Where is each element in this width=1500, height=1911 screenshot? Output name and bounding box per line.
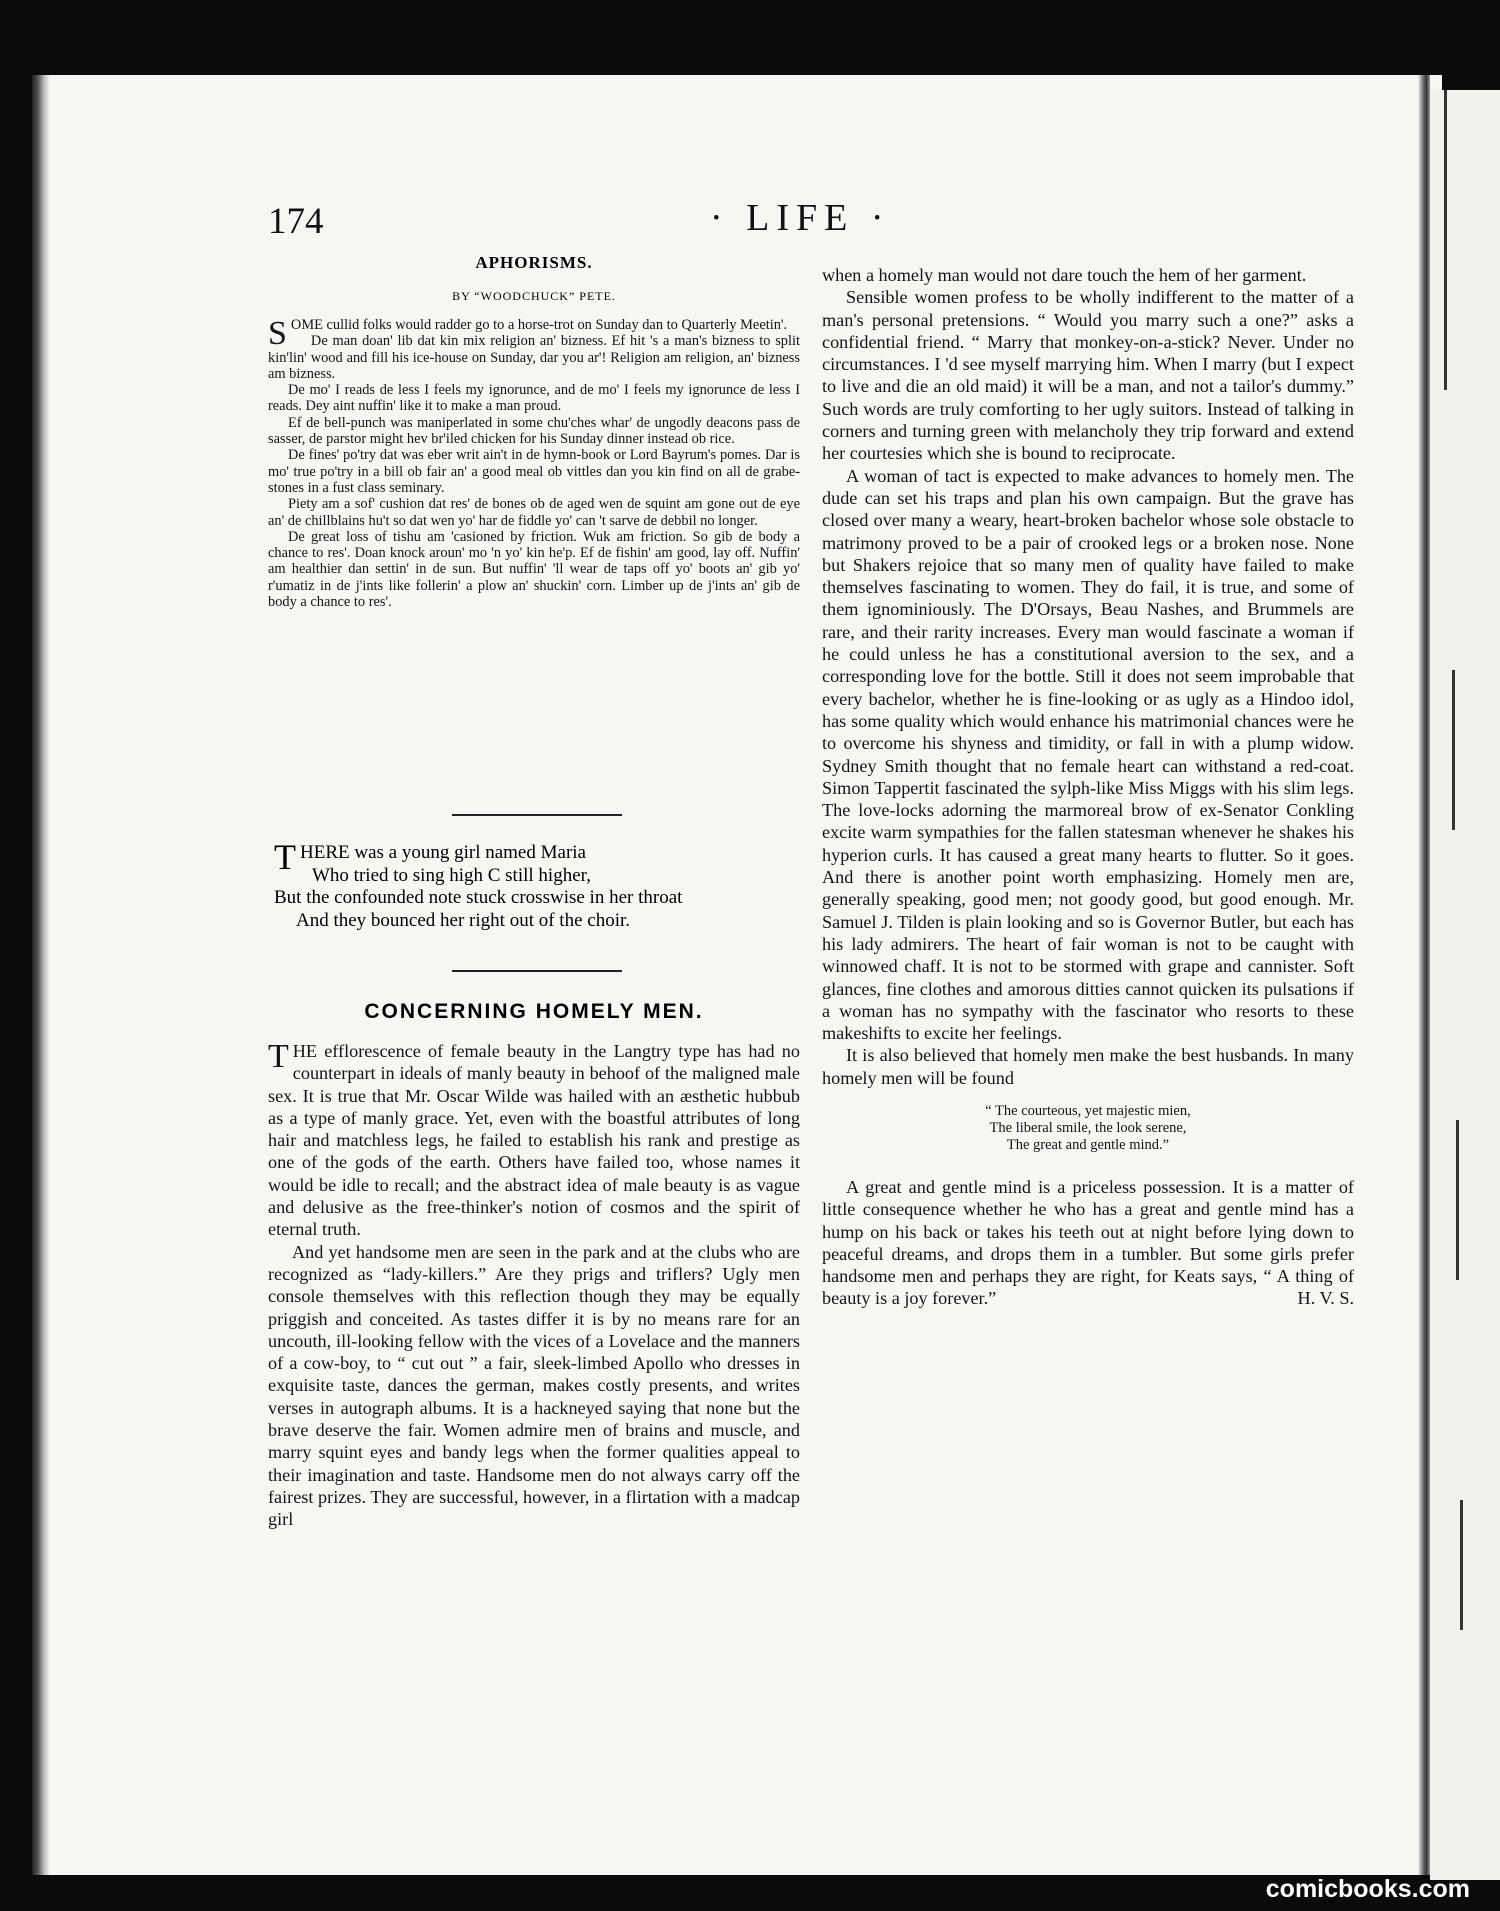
quote-line: The great and gentle mind.” (1006, 1136, 1170, 1153)
author-signature: H. V. S. (1297, 1288, 1354, 1309)
watermark: comicbooks.com (1265, 1875, 1470, 1903)
masthead-title: · LIFE · (710, 197, 891, 239)
aphorisms-title: APHORISMS. (475, 253, 593, 272)
aphorism-paragraph: De fines' po'try dat was eber writ ain't in de hymn-book or Lord Bayrum's pomes. Dar is mo' true po'try in a bill ob fair an' a good meal ob vittles dan you kin find on all de grabe-stones in a fust class seminary. (268, 447, 800, 496)
article-paragraph: Sensible women profess to be wholly indifferent to the matter of a man's personal pretensions. “ Would you marry such a one?” asks a confidential friend. “ Marry that monkey-on-a-stick? Never. Under no circumstances. I 'd see myself marrying him. When I marry (but I expect to live and die an old maid) it will be a man, and not a tailor's dummy.” Such words are truly comforting to her ugly suitors. Instead of talking in corners and turning green with melancholy they trip forward and extend her courtesies which she is bound to reciprocate. (822, 287, 1354, 464)
drop-capital: T (268, 1038, 289, 1075)
article-paragraph: A great and gentle mind is a priceless possession. It is a matter of little consequence whether he who has a great and gentle mind has a hump on his back or takes his teeth out at night before lying down to peaceful dreams, and drops them in a tumbler. But some girls prefer handsome men and perhaps they are right, for Keats says, “ A thing of beauty is a joy forever.” H. V. S. (822, 1176, 1354, 1309)
section-divider (452, 814, 622, 816)
drop-capital: T (274, 837, 296, 877)
article-left-column (268, 1040, 800, 1531)
page-number: 174 (268, 201, 324, 242)
article-paragraph: A woman of tact is expected to make advances to homely men. The dude can set his traps and plan his own campaign. But the grave has closed over many a weary, heart-broken bachelor whose sole obstacle to matrimony proved to be a pair of crooked legs or a broken nose. None but Shakers rejoice that so many men of quality have failed to make themselves fascinating to women. They do fail, it is true, and some of them ignominiously. The D'Orsays, Beau Nashes, and Brummels are rare, and their rarity increases. Every man would fascinate a woman if he could unless he has a constitutional aversion to the sex, and a corresponding love for the bottle. Still it does not seem improbable that every bachelor, whether he is fine-looking or as ugly as a Hindoo idol, has some quality which would enhance his matrimonial chances were he to overcome his shyness and timidity, or fall in with a plump widow. Sydney Smith thought that no female heart can withstand a red-coat. Simon Tappertit fascinated the sylph-like Miss Miggs with his slim legs. The love-locks adorning the marmoreal brow of ex-Senator Conkling excite warm sympathies for the fallen statesman whenever he shakes his hyperion curls. It has caused a great many hearts to flutter. So it goes. And there is another point worth emphasizing. Homely men are, generally speaking, good men; not goody good, but good enough. Mr. Samuel J. Tilden is plain looking and so is Governor Butler, but each has his lady admirers. The heart of fair woman is not to be caught with winnowed chaff. It is not to be stormed with grape and cannister. Soft glances, fine clothes and amorous ditties cannot quicken its pulsations if a woman has no sympathy with the fascinator who resorts to these makeshifts to excite her feelings. (822, 465, 1354, 1044)
limerick (274, 837, 814, 932)
article-title: CONCERNING HOMELY MEN. (364, 1000, 704, 1023)
article-paragraph: And yet handsome men are seen in the park and at the clubs who are recognized as “lady-killers.” Are they prigs and triflers? Ugly men console themselves with this reflection though they may be equally priggish and conceited. As tastes differ it is by no means rare for an uncouth, ill-looking fellow with the vices of a Lovelace and the manners of a cow-boy, to “ cut out ” a fair, sleek-limbed Apollo who dresses in exquisite taste, dances the german, makes costly presents, and writes verses in autograph albums. It is a hackneyed saying that none but the brave deserve the fair. Women admire men of brains and muscle, and marry squint eyes and bandy legs when the former qualities appeal to their imagination and taste. Handsome men do not always carry off the fairest prizes. They are successful, however, in a flirtation with a madcap girl (268, 1241, 800, 1530)
aphorism-paragraph: De great loss of tishu am 'casioned by friction. Wuk am friction. So gib de body a chance to res'. Doan knock aroun' mo 'n yo' kin he'p. Ef de fishin' am good, lay off. Nuffin' am healthier dan settin' in de sun. But nuffin' 'll wear de taps off yo' boots an' gib yo' r'umatiz in de j'ints like follerin' a plow an' shuckin' corn. Limber up de j'ints an' gib de body a chance to res'. (268, 528, 800, 611)
quote-line: “ The courteous, yet majestic mien, (985, 1102, 1191, 1119)
facing-page-edge (1430, 90, 1500, 1880)
drop-capital: S (268, 315, 287, 352)
article-paragraph: It is also believed that homely men make the best husbands. In many homely men will be found (822, 1045, 1354, 1088)
article-right-column (822, 264, 1354, 1310)
aphorism-paragraph: Piety am a sof' cushion dat res' de bones ob de aged wen de squint am gone out de eye an' de chillblains hu't so dat wen yo' har de fiddle yo' can 't sarve de debbil no longer. (268, 496, 800, 529)
aphorisms-byline: BY “WOODCHUCK” PETE. (452, 289, 616, 303)
aphorism-paragraph: SOME cullid folks would radder go to a horse-trot on Sunday dan to Quarterly Meetin'. (268, 315, 788, 352)
poem-line: And they bounced her right out of the choir. (296, 909, 631, 931)
section-divider (452, 970, 622, 972)
article-paragraph: THE efflorescence of female beauty in the Langtry type has had no counterpart in ideals of manly beauty in behoof of the maligned male sex. It is true that Mr. Oscar Wilde was hailed with an æsthetic hubbub as a type of manly grace. Yet, even with the boastful attributes of long hair and matchless legs, he failed to establish his rank and prestige as one of the gods of the earth. Others have failed too, whose names it would be idle to recall; and the abstract idea of male beauty is as vague and delusive as the free-thinker's notion of cosmos and the spirit of eternal truth. (268, 1038, 800, 1240)
poem-line: But the confounded note stuck crosswise in her throat (274, 887, 683, 908)
aphorisms-body (268, 317, 800, 610)
aphorism-paragraph: Ef de bell-punch was maniperlated in some chu'ches whar' de ungodly deacons pass de sasser, de parstor might hev br'iled chicken for his Sunday dinner instead ob rice. (268, 414, 800, 448)
poem-line: THERE was a young girl named Maria (274, 837, 586, 877)
poem-line: Who tried to sing high C still higher, (312, 864, 591, 886)
verse-quotation (822, 1103, 1354, 1154)
aphorism-paragraph: De mo' I reads de less I feels my ignorunce, and de mo' I feels my ignorunce de less I reads. Dey aint nuffin' like it to make a man proud. (268, 382, 800, 415)
page-left-edge (32, 75, 50, 1875)
quote-line: The liberal smile, the look serene, (989, 1119, 1187, 1136)
page-spine (1418, 75, 1430, 1875)
article-paragraph: when a homely man would not dare touch the hem of her garment. (822, 265, 1307, 285)
aphorism-paragraph: De man doan' lib dat kin mix religion an' bizness. Ef hit 's a man's bizness to split kin'lin' wood and fill his ice-house on Sunday, dar you ar'! Religion am religion, an' bizness am bizness. (268, 333, 800, 382)
